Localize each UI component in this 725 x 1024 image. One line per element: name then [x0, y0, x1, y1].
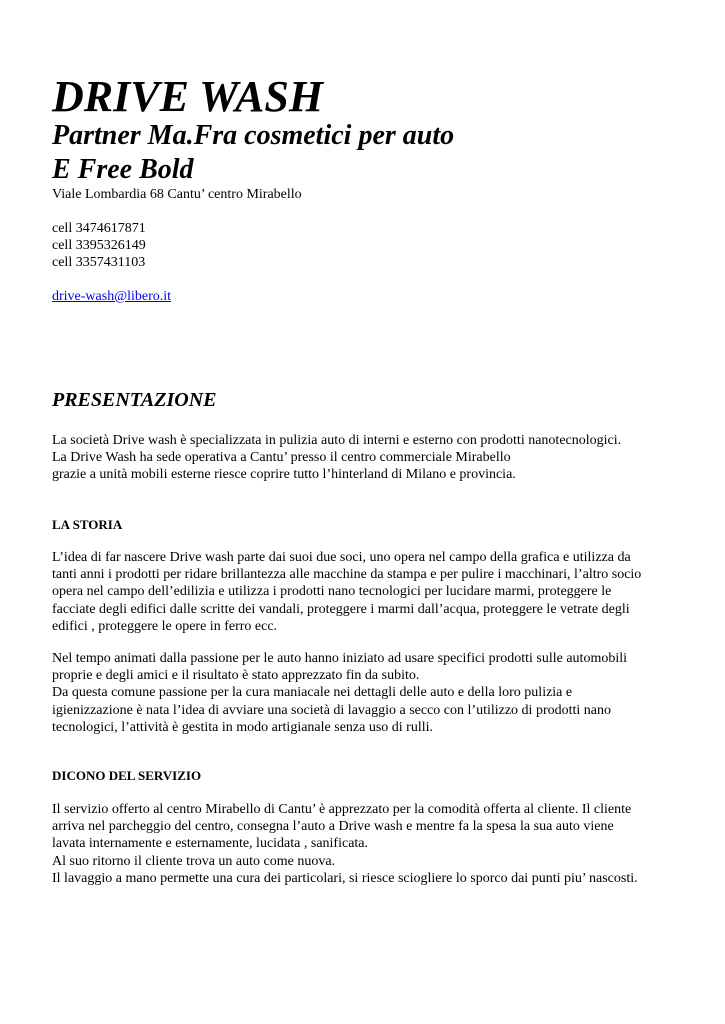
- company-title: DRIVE WASH: [52, 72, 324, 121]
- presentazione-paragraph: [52, 432, 682, 484]
- phone-line: cell 3395326149: [52, 238, 146, 253]
- servizio-paragraph: [52, 801, 682, 887]
- storia-paragraph-1: [52, 549, 682, 635]
- text-line: L’idea di far nascere Drive wash parte dai suoi due soci, uno opera nel campo della grafica e utilizza da: [52, 550, 631, 565]
- text-line: La società Drive wash è specializzata in pulizia auto di interni e esterno con prodotti nanotecnologici.: [52, 433, 622, 448]
- text-line: arriva nel parcheggio del centro, consegna l’auto a Drive wash e mentre fa la spesa la sua auto viene: [52, 819, 614, 835]
- text-line: lavata internamente e esternamente, lucidata , sanificata.: [52, 836, 369, 852]
- email-link[interactable]: drive-wash@libero.it: [52, 289, 172, 304]
- text-line: proprie e degli amici e il risultato è stato apprezzato fin da subito.: [52, 668, 420, 684]
- address-line: Viale Lombardia 68 Cantu’ centro Mirabello: [52, 187, 302, 202]
- presentazione-heading: PRESENTAZIONE: [52, 389, 217, 411]
- text-line: facciate degli edifici dalle scritte dei vandali, proteggere i marmi dall’acqua, proteggere le vetrate degli: [52, 601, 630, 617]
- text-line: Da questa comune passione per la cura maniacale nei dettagli delle auto e della loro pulizia e: [52, 685, 573, 701]
- partner-subtitle: Partner Ma.Fra cosmetici per auto: [52, 120, 455, 151]
- text-line: Al suo ritorno il cliente trova un auto come nuova.: [52, 853, 336, 869]
- text-line: Nel tempo animati dalla passione per le auto hanno iniziato ad usare specifici prodotti sulle automobili: [52, 651, 628, 666]
- brand-subtitle: E Free Bold: [52, 154, 194, 185]
- text-line: tecnologici, l’attività è gestita in modo artigianale senza uso di rulli.: [52, 719, 434, 735]
- text-line: tanti anni i prodotti per ridare brillantezza alle macchine da stampa e per pulire i macchinari, l’altro socio: [52, 567, 642, 583]
- text-line: igienizzazione è nata l’idea di avviare una società di lavaggio a secco con l’utilizzo di prodotti nano: [52, 702, 611, 718]
- servizio-heading: DICONO DEL SERVIZIO: [52, 768, 202, 783]
- text-line: opera nel campo dell’edilizia e utilizza i prodotti nano tecnologici per lucidare marmi, proteggere le: [52, 584, 612, 600]
- text-line: grazie a unità mobili esterne riesce coprire tutto l’hinterland di Milano e provincia.: [52, 467, 516, 483]
- storia-heading: LA STORIA: [52, 517, 123, 532]
- text-line: Il lavaggio a mano permette una cura dei particolari, si riesce sciogliere lo sporco dai punti piu’ nascosti.: [52, 870, 638, 886]
- phone-line: cell 3474617871: [52, 221, 146, 236]
- text-line: edifici , proteggere le opere in ferro ecc.: [52, 618, 278, 634]
- storia-paragraph-2: [52, 650, 682, 736]
- text-line: Il servizio offerto al centro Mirabello di Cantu’ è apprezzato per la comodità offerta al cliente. Il cliente: [52, 802, 632, 817]
- phone-line: cell 3357431103: [52, 255, 146, 270]
- text-line: La Drive Wash ha sede operativa a Cantu’ presso il centro commerciale Mirabello: [52, 450, 511, 466]
